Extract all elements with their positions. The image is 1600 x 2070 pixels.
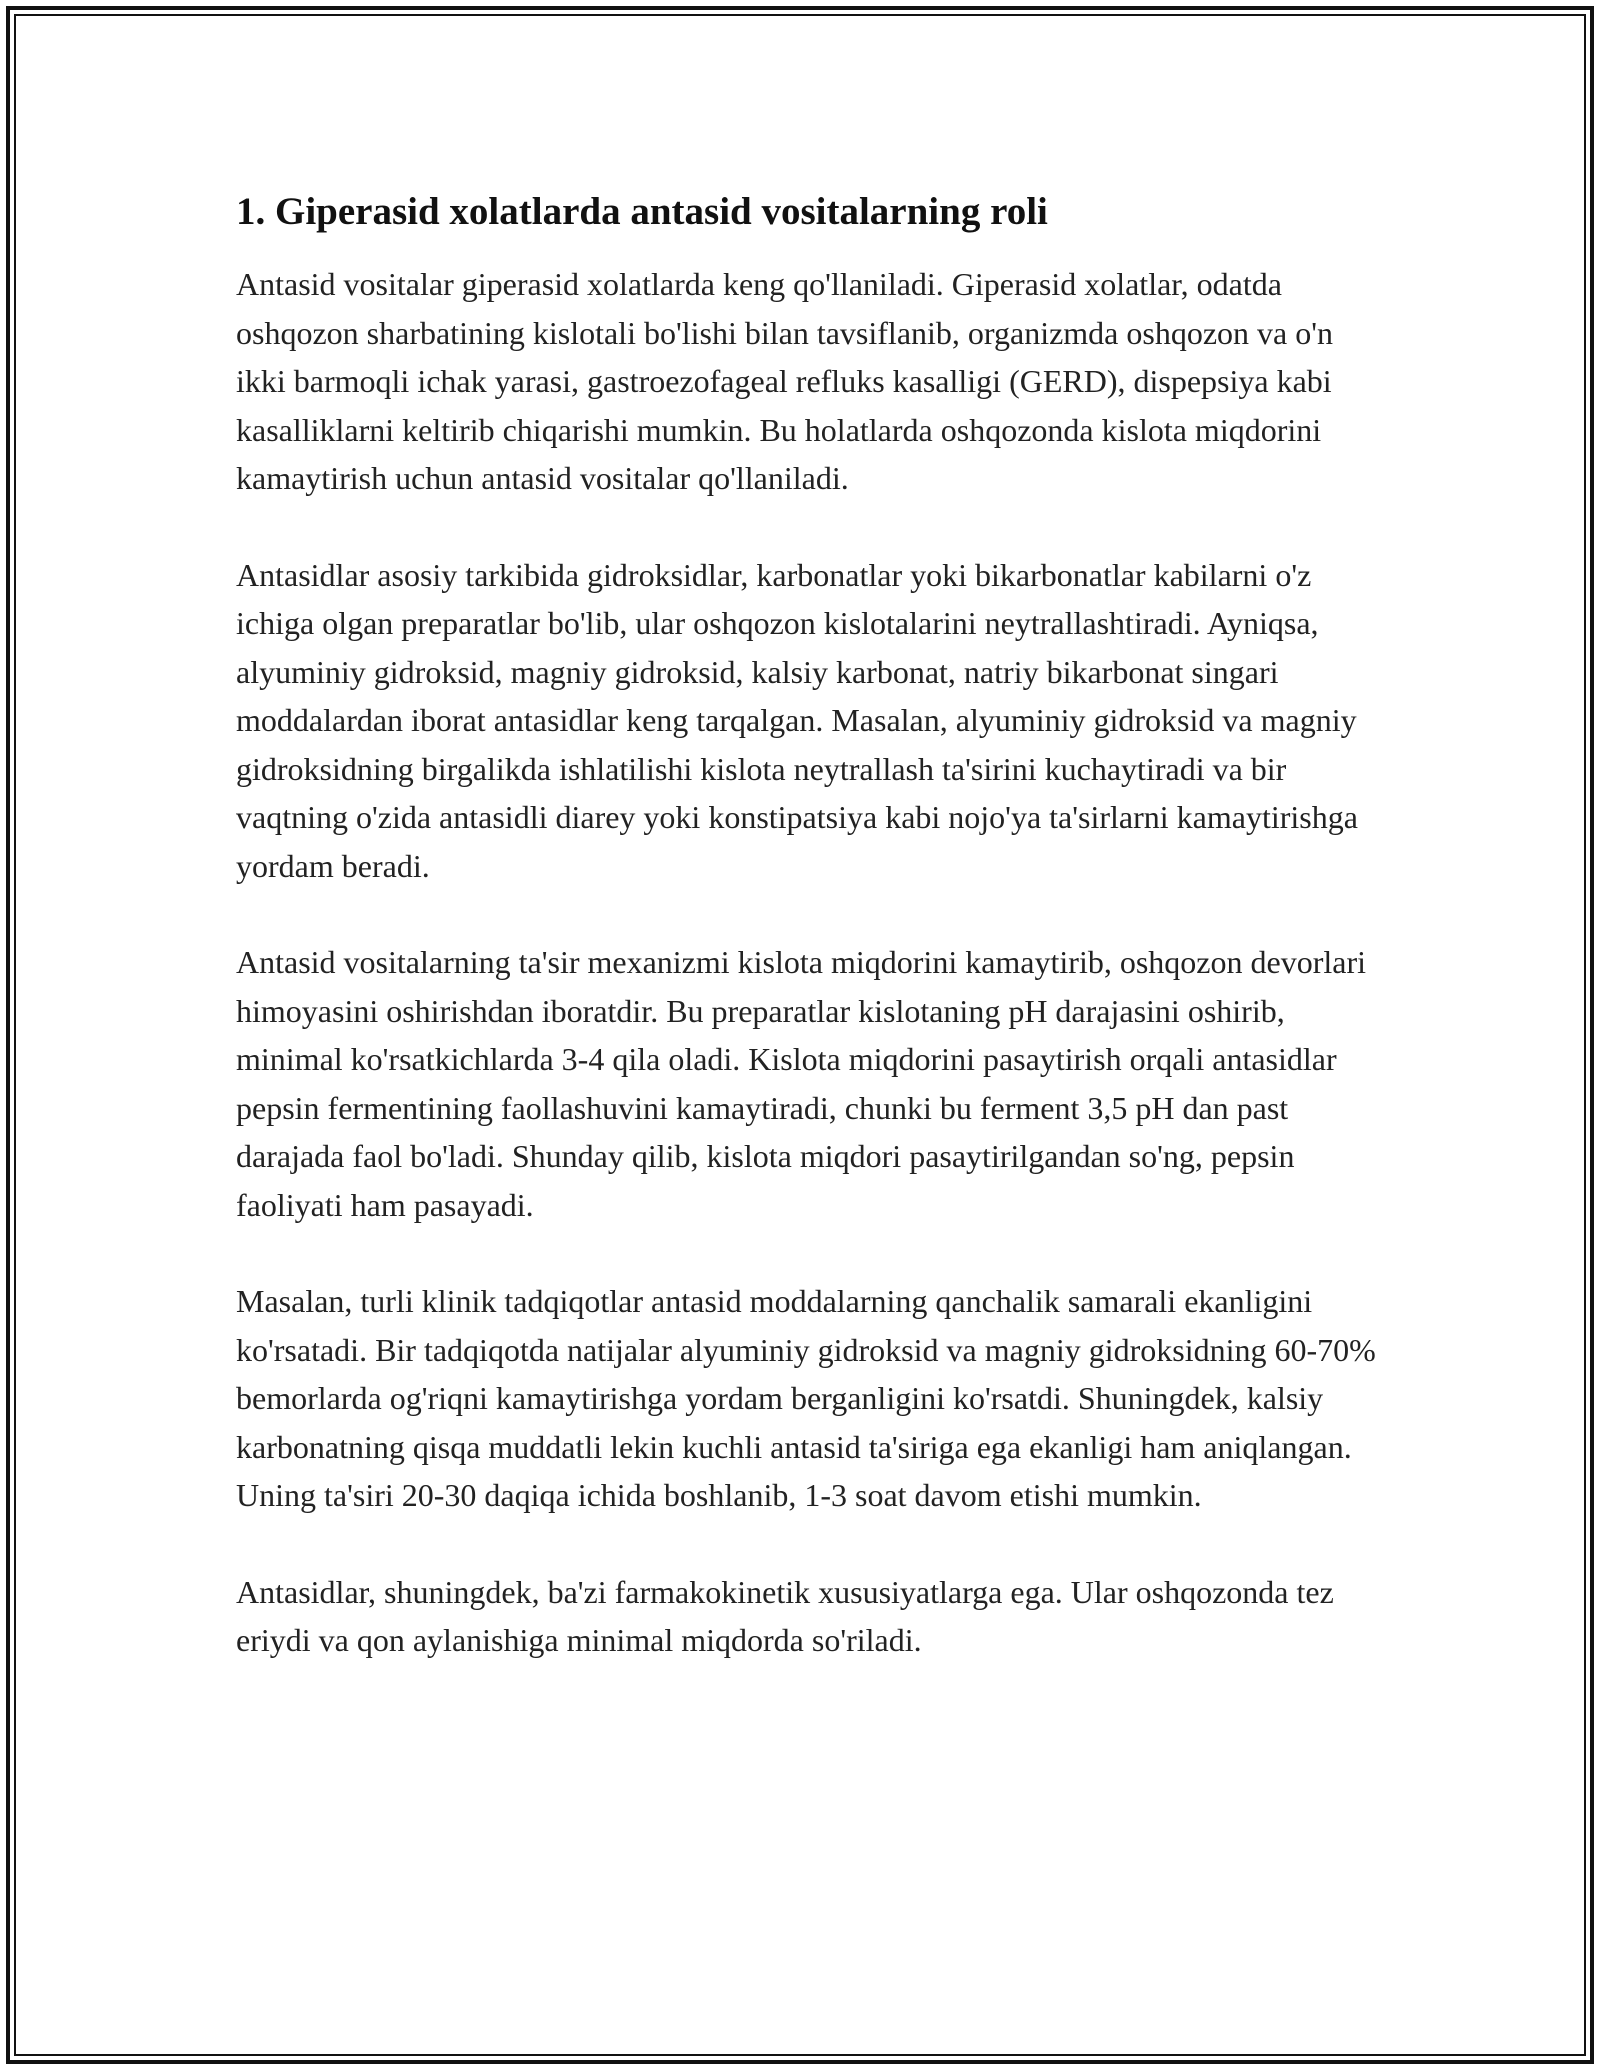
paragraph: Antasidlar, shuningdek, ba'zi farmakokinetik xususiyatlarga ega. Ular oshqozonda tez eriydi va qon aylanishiga minimal miqdorda so'riladi. bbox=[236, 1573, 1334, 1658]
paragraph: Antasid vositalar giperasid xolatlarda keng qo'llaniladi. Giperasid xolatlar, odatda oshqozon sharbatining kislotali bo'lishi bilan tavsiflanib, organizmda oshqozon va o'n ikki barmoqli ichak yarasi, gastroezofageal refluks kasalligi (GERD), dispepsiya kabi kasalliklarni keltirib chiqarishi mumkin. Bu holatlarda oshqozonda kislota miqdorini kamaytirish uchun antasid vositalar qo'llaniladi. bbox=[236, 266, 1333, 496]
paragraph: Antasid vositalarning ta'sir mexanizmi kislota miqdorini kamaytirib, oshqozon devorlari himoyasini oshirishdan iboratdir. Bu preparatlar kislotaning pH darajasini oshirib, minimal ko'rsatkichlarda 3-4 qila oladi. Kislota miqdorini pasaytirish orqali antasidlar pepsin fermentining faollashuvini kamaytiradi, chunki bu ferment 3,5 pH dan past darajada faol bo'ladi. Shunday qilib, kislota miqdori pasaytirilgandan so'ng, pepsin faoliyati ham pasayadi. bbox=[236, 944, 1366, 1223]
document-body bbox=[236, 184, 1376, 1713]
paragraph: Masalan, turli klinik tadqiqotlar antasid moddalarning qanchalik samarali ekanligini ko'rsatadi. Bir tadqiqotda natijalar alyuminiy gidroksid va magniy gidroksidning 60-70% bemorlarda og'riqni kamaytirishga yordam berganligini ko'rsatdi. Shuningdek, kalsiy karbonatning qisqa muddatli lekin kuchli antasid ta'siriga ega ekanligi ham aniqlangan. Uning ta'siri 20-30 daqiqa ichida boshlanib, 1-3 soat davom etishi mumkin. bbox=[236, 1283, 1376, 1513]
paragraph: Antasidlar asosiy tarkibida gidroksidlar, karbonatlar yoki bikarbonatlar kabilarni o'z ichiga olgan preparatlar bo'lib, ular oshqozon kislotalarini neytrallashtiradi. Ayniqsa, alyuminiy gidroksid, magniy gidroksid, kalsiy karbonat, natriy bikarbonat singari moddalardan iborat antasidlar keng tarqalgan. Masalan, alyuminiy gidroksid va magniy gidroksidning birgalikda ishlatilishi kislota neytrallash ta'sirini kuchaytiradi va bir vaqtning o'zida antasidli diarey yoki konstipatsiya kabi nojo'ya ta'sirlarni kamaytirishga yordam beradi. bbox=[236, 556, 1358, 884]
section-title: 1. Giperasid xolatlarda antasid vositalarning roli bbox=[236, 190, 1048, 233]
